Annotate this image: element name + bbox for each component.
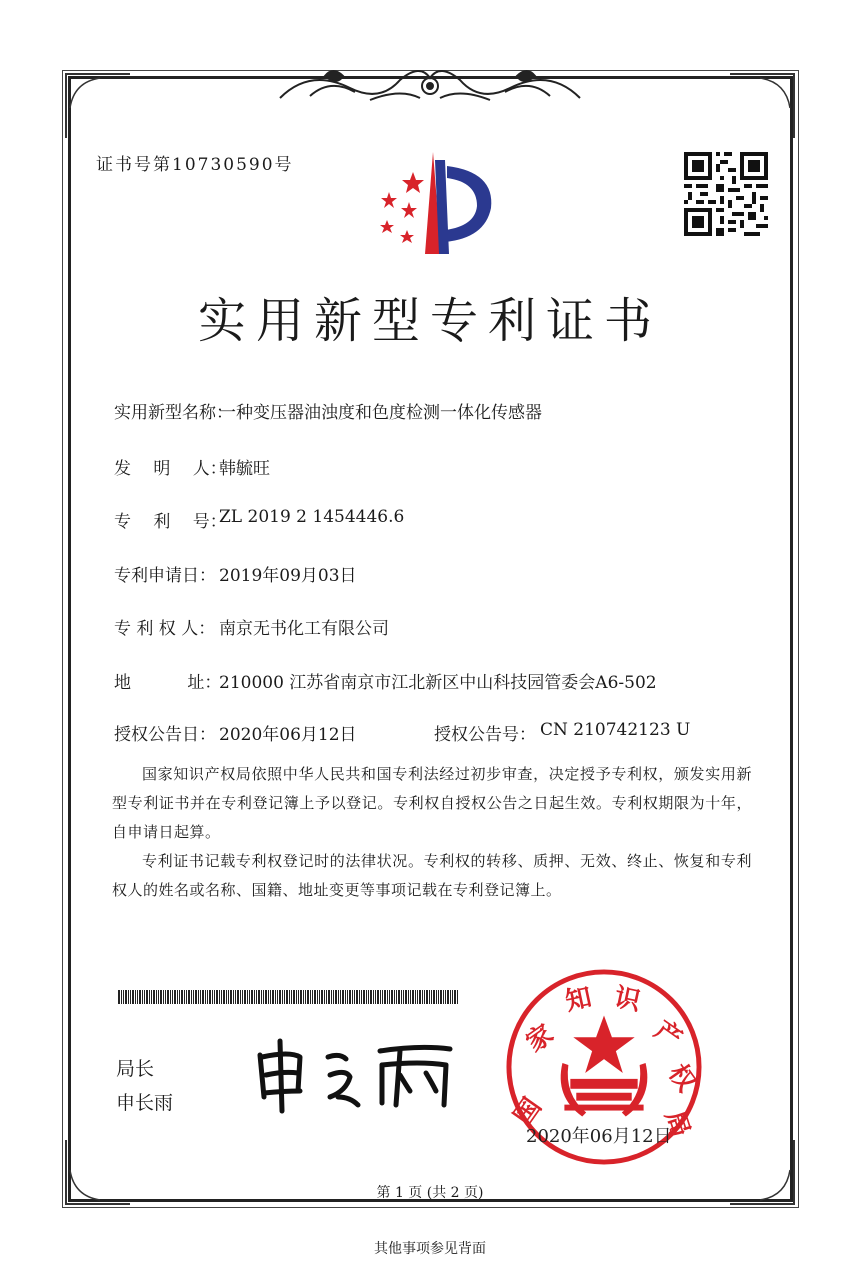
grant-number-value: CN 210742123 U	[540, 720, 691, 740]
svg-text:识: 识	[611, 982, 644, 1018]
svg-text:权: 权	[662, 1059, 702, 1098]
corner-ornament-icon	[720, 68, 800, 148]
patentee-label: 专 利 权 人：	[114, 619, 216, 639]
name-value: 一种变压器油浊度和色度检测一体化传感器	[219, 403, 542, 423]
grant-date-value: 2020年06月12日	[219, 725, 357, 745]
filing-date-value: 2019年09月03日	[219, 566, 357, 586]
legal-status-paragraph: 专利证书记载专利权登记时的法律状况。专利权的转移、质押、无效、终止、恢复和专利权人的姓名或名称、国籍、地址变更等事项记载在专利登记簿上。	[112, 852, 752, 899]
patentee-value: 南京无书化工有限公司	[219, 619, 389, 639]
svg-text:知: 知	[562, 982, 595, 1018]
qr-code-icon	[684, 152, 768, 236]
address-value: 210000 江苏省南京市江北新区中山科技园管委会A6-502	[219, 673, 657, 693]
certificate-number: 证书号第10730590号	[96, 155, 294, 175]
footer-note: 其他事项参见背面	[374, 1241, 486, 1257]
seal-date: 2020年06月12日	[526, 1126, 672, 1147]
director-title: 局长	[116, 1058, 155, 1080]
name-label: 实用新型名称：	[114, 403, 233, 423]
inventor-value: 韩毓旺	[219, 459, 270, 479]
svg-text:国: 国	[508, 1092, 548, 1132]
svg-text:家: 家	[520, 1018, 560, 1059]
patent-number-value: ZL 2019 2 1454446.6	[219, 507, 405, 527]
director-name: 申长雨	[116, 1092, 174, 1114]
svg-text:局: 局	[658, 1107, 696, 1141]
address-label: 地 址：	[114, 673, 222, 693]
cnipa-emblem-icon	[365, 150, 495, 258]
document-title: 实用新型专利证书	[197, 293, 662, 349]
corner-ornament-icon	[60, 68, 140, 148]
barcode-icon	[118, 990, 458, 1004]
filing-date-label: 专利申请日：	[114, 566, 216, 586]
director-signature-icon	[250, 1035, 470, 1115]
inventor-label: 发 明 人：	[114, 459, 227, 479]
grant-paragraph: 国家知识产权局依照中华人民共和国专利法经过初步审查，决定授予专利权，颁发实用新型专利证书并在专利登记簿上予以登记。专利权自授权公告之日起生效。专利权期限为十年，自申请日起算。	[112, 765, 752, 841]
page-number: 第 1 页 (共 2 页)	[376, 1185, 484, 1201]
top-ornament-icon	[270, 58, 590, 110]
patent-number-label: 专 利 号：	[114, 512, 227, 532]
grant-date-label: 授权公告日：	[114, 725, 216, 745]
svg-text:产: 产	[648, 1015, 688, 1055]
grant-number-label: 授权公告号：	[434, 725, 536, 745]
